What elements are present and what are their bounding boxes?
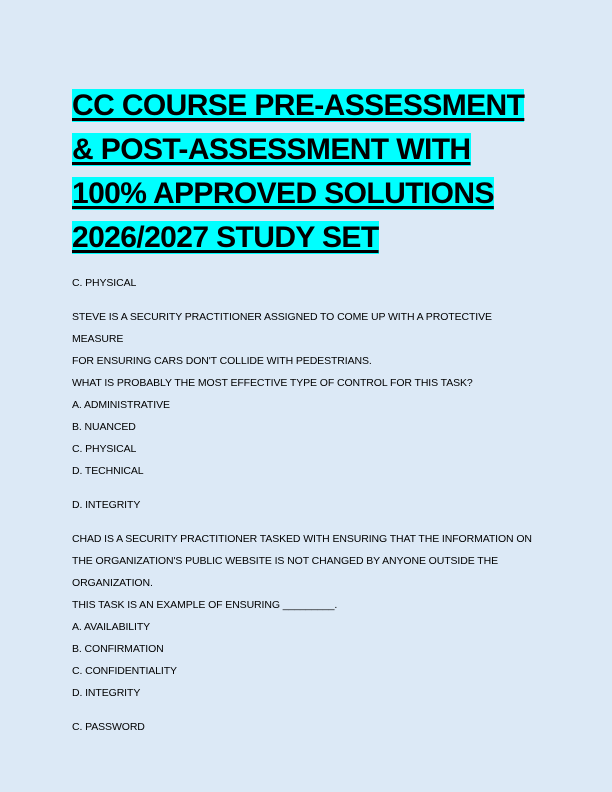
answer-1: C. PHYSICAL [72,277,137,289]
title-line-2: & POST-ASSESSMENT WITH [72,133,471,166]
question-2-option-d: D. INTEGRITY [72,687,141,699]
question-2-option-b: B. CONFIRMATION [72,643,164,655]
document-page [72,84,542,738]
question-1 [72,306,542,482]
question-1-option-c: C. PHYSICAL [72,443,137,455]
question-1-option-a: A. ADMINISTRATIVE [72,399,170,411]
answer-3: C. PASSWORD [72,721,145,733]
question-2-option-c: C. CONFIDENTIALITY [72,665,177,677]
question-2-option-a: A. AVAILABILITY [72,621,151,633]
question-1-option-b: B. NUANCED [72,421,136,433]
question-2-line: ORGANIZATION. [72,577,153,589]
question-2-line: CHAD IS A SECURITY PRACTITIONER TASKED WITH ENSURING THAT THE INFORMATION ON [72,533,532,545]
question-2 [72,528,542,704]
question-1-option-d: D. TECHNICAL [72,465,144,477]
document-title [72,84,542,260]
title-line-4: 2026/2027 STUDY SET [72,221,379,254]
question-1-line: STEVE IS A SECURITY PRACTITIONER ASSIGNED TO COME UP WITH A PROTECTIVE MEASURE [72,311,492,345]
title-line-3: 100% APPROVED SOLUTIONS [72,177,494,210]
title-line-1: CC COURSE PRE-ASSESSMENT [72,89,525,122]
question-1-line: FOR ENSURING CARS DON'T COLLIDE WITH PEDESTRIANS. [72,355,372,367]
question-1-line: WHAT IS PROBABLY THE MOST EFFECTIVE TYPE OF CONTROL FOR THIS TASK? [72,377,473,389]
answer-2: D. INTEGRITY [72,499,141,511]
question-2-line: THE ORGANIZATION'S PUBLIC WEBSITE IS NOT CHANGED BY ANYONE OUTSIDE THE [72,555,498,567]
question-2-line: THIS TASK IS AN EXAMPLE OF ENSURING _________. [72,599,338,611]
